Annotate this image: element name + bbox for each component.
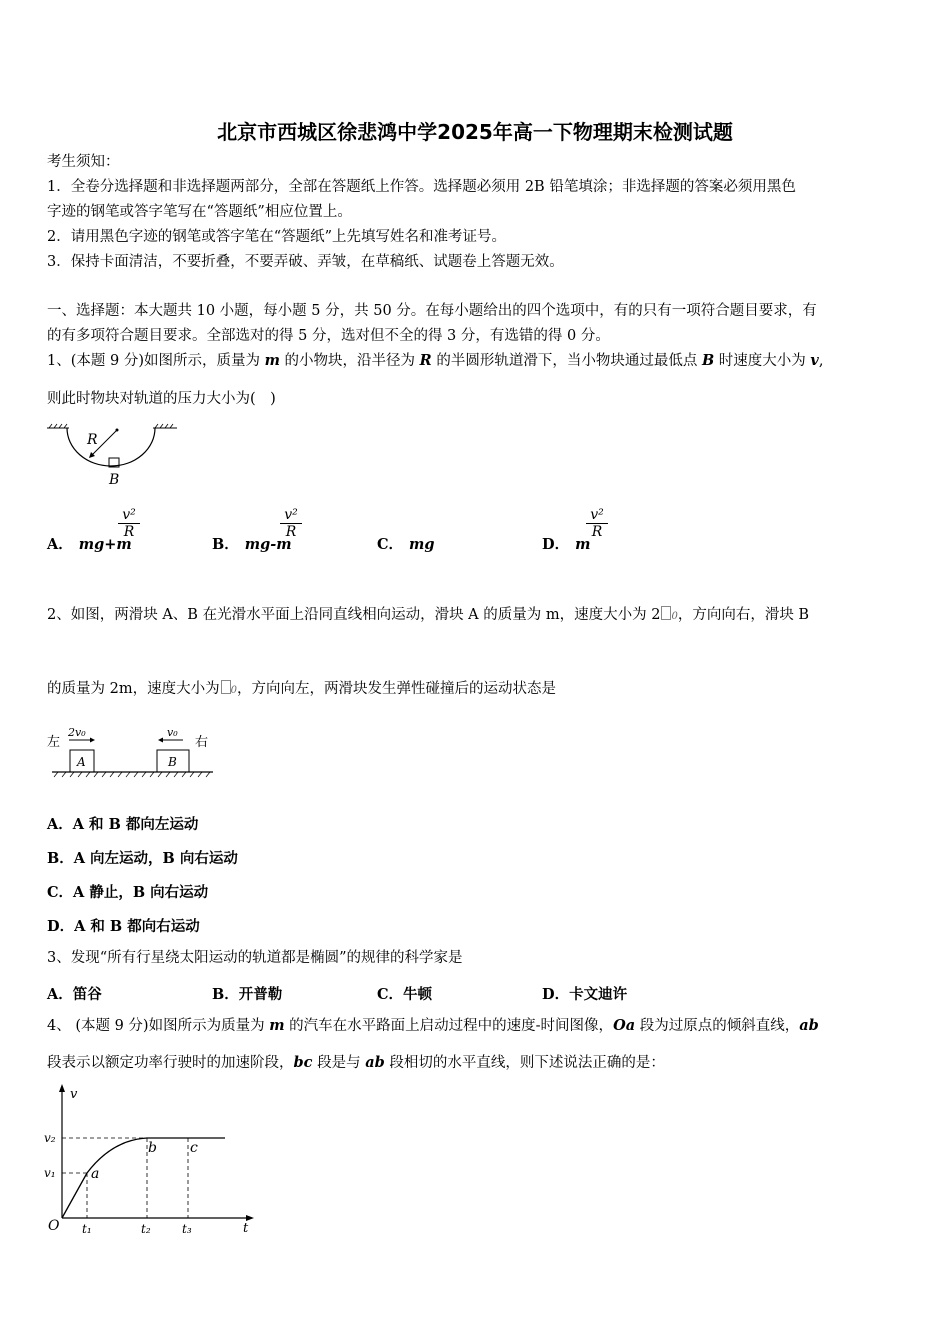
q2-option-b[interactable]: B．A 向左运动，B 向右运动: [47, 850, 238, 867]
page-title: 北京市西城区徐悲鸿中学2025年高一下物理期末检测试题: [217, 120, 733, 144]
graph-v1-label: v₁: [44, 1166, 56, 1180]
q4-vt-graph: [40, 1080, 265, 1235]
graph-t3-label: t₃: [182, 1222, 192, 1235]
graph-point-b: b: [148, 1140, 157, 1156]
notice-line-1a: 1．全卷分选择题和非选择题两部分，全部在答题纸上作答。选择题必须用 2B 铅笔填涂；非选择题的答案必须用黑色: [47, 179, 796, 195]
notice-line-3: 3．保持卡面清洁，不要折叠，不要弄破、弄皱，在草稿纸、试题卷上答题无效。: [47, 254, 564, 270]
q4-stem-line-2: 段表示以额定功率行驶时的加速阶段，bc 段是与 ab 段相切的水平直线，则下述说法正确的是：: [47, 1054, 665, 1071]
q1-option-d[interactable]: D． m: [542, 536, 591, 553]
fig-label-left: 左: [47, 735, 61, 750]
q1-stem-line-2: 则此时物块对轨道的压力大小为( ): [47, 391, 276, 407]
graph-t1-label: t₁: [82, 1222, 92, 1235]
graph-point-a: a: [91, 1166, 100, 1182]
fig-label-right: 右: [195, 735, 209, 750]
q3-option-d[interactable]: D．卡文迪许: [542, 986, 628, 1003]
q3-option-b[interactable]: B．开普勒: [212, 986, 283, 1003]
graph-origin-label: O: [48, 1218, 60, 1234]
graph-v2-label: v₂: [44, 1131, 56, 1145]
graph-t-axis-label: t: [243, 1221, 249, 1235]
q4-stem-line-1: 4、 (本题 9 分)如图所示为质量为 m 的汽车在水平路面上启动过程中的速度-时间图像，Oa 段为过原点的倾斜直线，ab: [47, 1017, 819, 1034]
q1-option-a-fraction: $\frac{\text{v²}}{R}$: [118, 507, 140, 540]
fig-block-a: A: [77, 755, 86, 769]
q1-option-a[interactable]: A． mg+m: [47, 536, 132, 553]
fig-velocity-b: v₀: [167, 726, 178, 739]
q2-collision-figure: [45, 722, 220, 784]
q1-option-d-fraction: $\frac{\text{v²}}{R}$: [586, 507, 608, 540]
notice-line-1b: 字迹的钢笔或答字笔写在“答题纸”相应位置上。: [47, 204, 352, 220]
graph-v-axis-label: v: [70, 1087, 78, 1102]
graph-point-c: c: [190, 1140, 198, 1156]
section1-line-1: 一、选择题：本大题共 10 小题，每小题 5 分，共 50 分。在每小题给出的四个选项中，有的只有一项符合题目要求，有: [47, 303, 817, 319]
q2-stem-line-1: 2、如图，两滑块 A、B 在光滑水平面上沿同直线相向运动，滑块 A 的质量为 m，速度大小为 2 0，方向向右，滑块 B: [47, 607, 810, 623]
q2-option-c[interactable]: C．A 静止，B 向右运动: [47, 884, 209, 901]
fig-block-b: B: [168, 755, 177, 769]
fig-label-R: R: [87, 432, 98, 448]
q1-stem-line-1: 1、(本题 9 分)如图所示，质量为 m 的小物块，沿半径为 R 的半圆形轨道滑下，当小物块通过最低点 B 时速度大小为 v,: [47, 352, 824, 369]
q1-option-c[interactable]: C． mg: [377, 536, 435, 553]
v0-placeholder-icon: [661, 606, 671, 620]
v0-placeholder-icon: [221, 680, 231, 694]
q2-option-a[interactable]: A．A 和 B 都向左运动: [47, 816, 199, 833]
q1-track-figure: [45, 418, 185, 490]
section1-line-2: 的有多项符合题目要求。全部选对的得 5 分，选对但不全的得 3 分，有选错的得 0 分。: [47, 328, 610, 344]
notice-line-2: 2．请用黑色字迹的钢笔或答字笔在“答题纸”上先填写姓名和准考证号。: [47, 229, 507, 245]
fig-velocity-a: 2v₀: [68, 726, 86, 739]
q2-option-d[interactable]: D．A 和 B 都向右运动: [47, 918, 200, 935]
fig-label-B: B: [109, 472, 120, 488]
notice-heading: 考生须知：: [47, 154, 120, 170]
q1-option-b-fraction: $\frac{\text{v²}}{R}$: [280, 507, 302, 540]
q3-stem: 3、发现“所有行星绕太阳运动的轨道都是椭圆”的规律的科学家是: [47, 950, 463, 966]
q2-stem-line-2: 的质量为 2m，速度大小为 0，方向向左，两滑块发生弹性碰撞后的运动状态是: [47, 681, 556, 697]
q3-option-c[interactable]: C．牛顿: [377, 986, 433, 1003]
graph-t2-label: t₂: [141, 1222, 151, 1235]
q1-option-b[interactable]: B． mg-m: [212, 536, 292, 553]
q3-option-a[interactable]: A．笛谷: [47, 986, 102, 1003]
